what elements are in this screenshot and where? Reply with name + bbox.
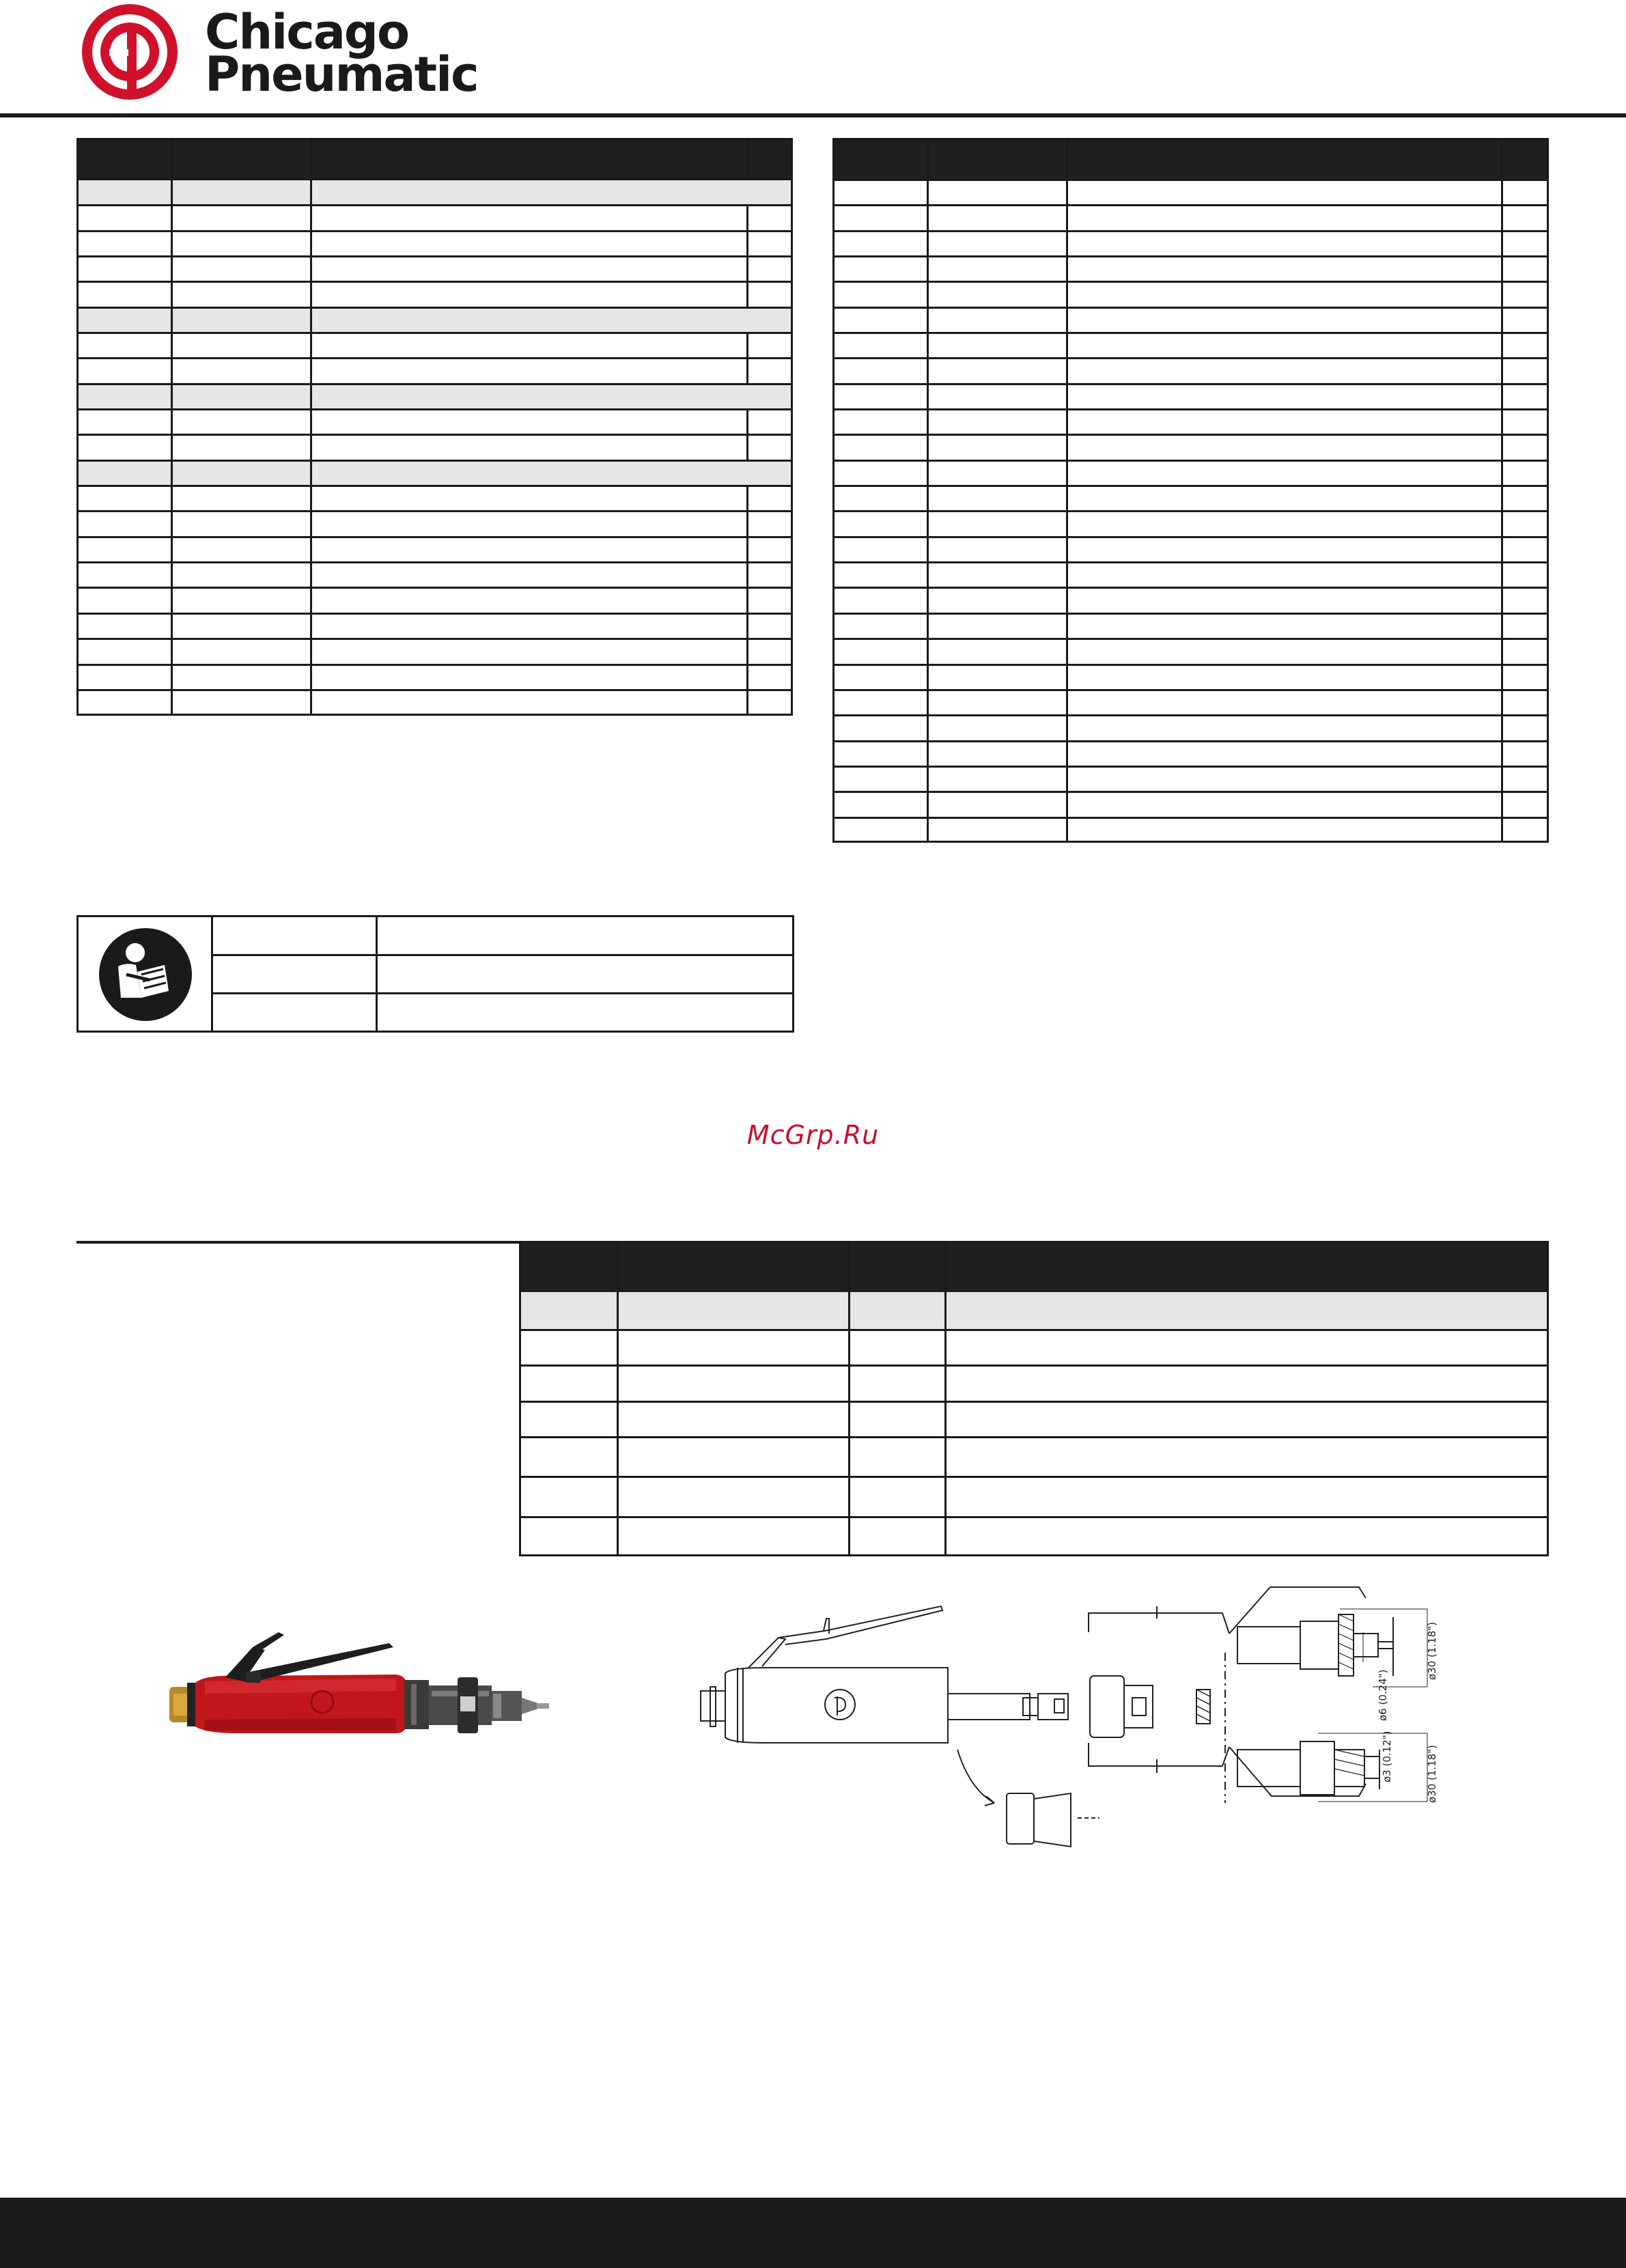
table-row xyxy=(79,255,791,281)
table-row xyxy=(835,740,1547,766)
table-row xyxy=(835,817,1547,841)
table-row xyxy=(521,1401,1547,1436)
table-row xyxy=(835,204,1547,230)
read-manual-icon xyxy=(79,917,211,1031)
table-row xyxy=(835,179,1547,204)
table-row xyxy=(835,689,1547,714)
table-subheader xyxy=(79,178,791,204)
footer-bar xyxy=(0,2198,1626,2268)
table-header xyxy=(521,1243,1547,1292)
table-row xyxy=(835,434,1547,460)
parts-table-right xyxy=(832,138,1549,843)
table-row xyxy=(835,485,1547,510)
table-subheader xyxy=(521,1292,1547,1329)
manual-table-row xyxy=(211,992,792,994)
accessory-table xyxy=(519,1241,1549,1556)
brand-name-line-2: Pneumatic xyxy=(205,46,478,102)
table-row xyxy=(79,510,791,536)
table-row xyxy=(79,281,791,307)
table-row xyxy=(835,307,1547,332)
table-row xyxy=(521,1516,1547,1554)
table-row xyxy=(835,766,1547,791)
table-row xyxy=(79,587,791,613)
table-row xyxy=(835,408,1547,434)
table-subheader xyxy=(79,307,791,332)
table-row xyxy=(521,1364,1547,1401)
table-row xyxy=(835,357,1547,383)
table-row xyxy=(79,561,791,587)
table-row xyxy=(835,664,1547,689)
table-row xyxy=(835,714,1547,740)
dim-label-bottom-inner: ø3 (0.12") xyxy=(1381,1731,1393,1782)
manual-icon-cell xyxy=(79,917,213,1031)
dim-label-bottom-outer: ø30 (1.18") xyxy=(1426,1744,1438,1803)
chicago-pneumatic-logo-icon xyxy=(76,0,186,109)
table-row xyxy=(79,434,791,460)
table-row xyxy=(835,561,1547,587)
table-row xyxy=(521,1329,1547,1364)
table-row xyxy=(835,638,1547,664)
watermark: McGrp.Ru xyxy=(746,1120,880,1150)
table-row xyxy=(521,1436,1547,1476)
table-row xyxy=(835,460,1547,485)
table-row xyxy=(521,1476,1547,1516)
table-row xyxy=(835,536,1547,561)
tool-drawing xyxy=(683,1571,1461,1878)
brand-name-line-1: Chicago xyxy=(205,4,409,60)
table-row xyxy=(835,510,1547,536)
table-row xyxy=(835,281,1547,307)
dim-label-top-outer: ø30 (1.18") xyxy=(1426,1621,1438,1680)
table-row xyxy=(79,204,791,230)
table-row xyxy=(79,536,791,561)
table-row xyxy=(79,613,791,638)
table-row xyxy=(79,689,791,714)
parts-table-left xyxy=(76,138,793,716)
table-subheader xyxy=(79,383,791,408)
table-row xyxy=(835,255,1547,281)
table-row xyxy=(79,408,791,434)
dim-label-top-inner: ø6 (0.24") xyxy=(1377,1669,1389,1721)
table-row xyxy=(79,332,791,357)
table-subheader xyxy=(79,460,791,485)
tool-photo xyxy=(164,1557,574,1762)
table-row xyxy=(79,230,791,255)
manual-reference-table xyxy=(76,915,794,1033)
table-row xyxy=(79,485,791,510)
table-row xyxy=(835,230,1547,255)
manual-table-row xyxy=(211,954,792,956)
table-row xyxy=(835,791,1547,817)
table-header xyxy=(79,140,791,178)
table-row xyxy=(835,587,1547,613)
header-rule xyxy=(0,113,1626,117)
table-row xyxy=(79,664,791,689)
section-rule xyxy=(76,1241,520,1244)
table-header xyxy=(835,140,1547,179)
table-row xyxy=(79,638,791,664)
table-row xyxy=(835,332,1547,357)
table-row xyxy=(835,383,1547,408)
table-row xyxy=(835,613,1547,638)
table-row xyxy=(79,357,791,383)
